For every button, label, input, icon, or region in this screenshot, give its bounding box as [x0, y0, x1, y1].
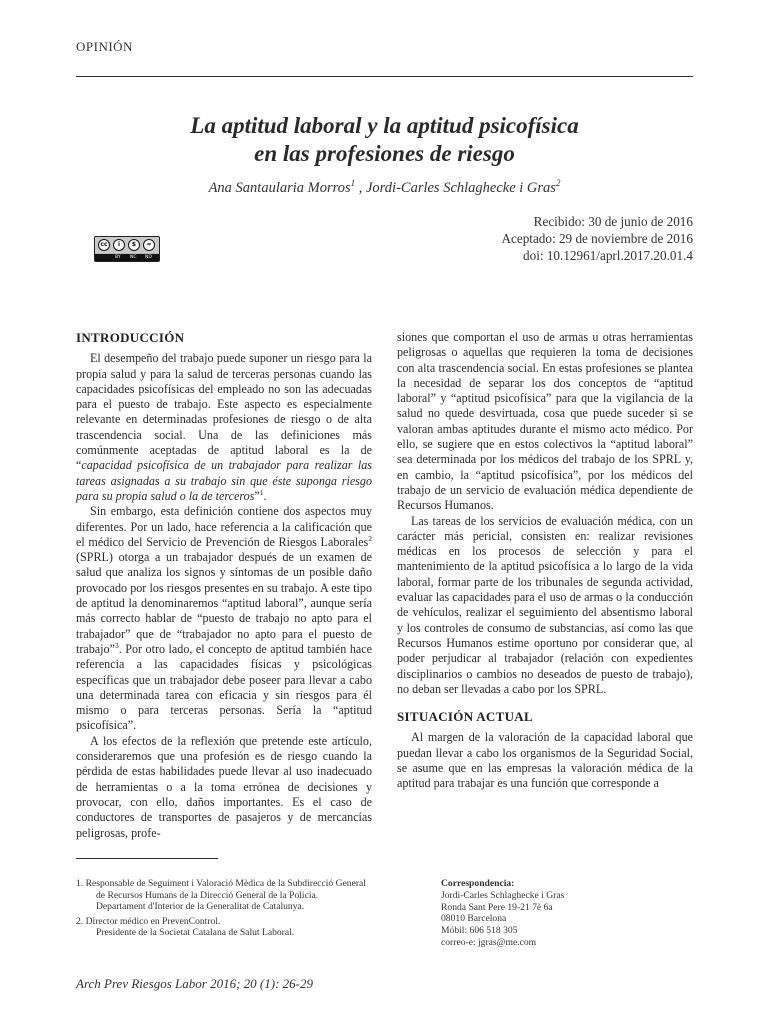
footnote-1-line-2: de Recursos Humans de la Direcció General de la Policia. — [96, 889, 319, 901]
correspondence-mobile: Móbil: 606 518 305 — [441, 925, 518, 937]
correspondence-city: 08010 Barcelona — [441, 913, 507, 925]
accepted-date: Aceptado: 29 de noviembre de 2016 — [501, 231, 693, 246]
license-label-strip — [95, 254, 159, 261]
reference-mark-1: 1 — [259, 487, 264, 497]
license-label-nd: ND — [145, 255, 152, 260]
footnote-1 — [76, 878, 406, 913]
quote-close: ” — [254, 488, 260, 503]
author-list — [76, 180, 693, 197]
noderivatives-icon: = — [143, 239, 155, 251]
author-1-affiliation-mark: 1 — [350, 178, 356, 189]
correspondence-name: Jordi-Carles Schlaghecke i Gras — [441, 889, 565, 901]
journal-citation: Arch Prev Riesgos Labor 2016; 20 (1): 26-29 — [76, 976, 313, 991]
intro-paragraph-3: A los efectos de la reflexión que pretende este artículo, consideraremos que una profesión es de riesgo cuando la pérdida de estas habilidades puede llevar al uso inadecuado de herramientas o a la toma errónea de decisiones y provocar, con ello, daños importantes. Es el caso de conductores de transportes de pasajeros y de mercancías peligrosas, profe- — [76, 733, 372, 840]
attribution-icon: i — [113, 239, 125, 251]
article-dates — [501, 213, 693, 264]
right-column — [397, 330, 693, 792]
creative-commons-license-badge[interactable] — [94, 236, 160, 262]
title-line-2: en las profesiones de riesgo — [254, 141, 515, 166]
left-column — [76, 330, 372, 841]
section-heading-current-situation: SITUACIÓN ACTUAL — [397, 709, 533, 725]
intro-paragraph-1-text: El desempeño del trabajo puede suponer un riesgo para la propia salud y para la salud de terceras personas cuando las capacidades psicofísicas del empleado no son las adecuadas para el puesto de trabajo. Este aspecto es especialmente relevante en determinadas profesiones de riesgo o de alta trascendencia social. Una de las definiciones más comúnmente aceptadas de aptitud laboral es la de “ — [76, 351, 372, 473]
license-label-nc: NC — [130, 255, 137, 260]
author-1: Ana Santaularia Morros — [208, 180, 351, 196]
continued-paragraph: siones que comportan el uso de armas u otras herramientas peligrosas o aquellas que requieren la toma de decisiones con alta trascendencia social. En estas profesiones se plantea la necesidad de separar los dos conceptos de “aptitud laboral” y “aptitud psicofísica” para que la vigilancia de la salud no quede desvirtuada, cosa que puede suceder si se valoran ambas aptitudes durante el mismo acto médico. Por ello, se sugiere que en estos colectivos la “aptitud laboral” sea determinada por los médicos del trabajo de los SPRL y, en cambio, la “aptitud psicofísica”, por los médicos del trabajo de un servicio de evaluación médica dependiente de Recursos Humanos. — [397, 330, 693, 513]
section-label: OPINIÓN — [76, 39, 133, 54]
correspondence-block — [441, 878, 701, 949]
intro-paragraph-2 — [76, 504, 372, 733]
article-title — [76, 112, 693, 168]
section-heading-introduction: INTRODUCCIÓN — [76, 330, 185, 345]
intro-paragraph-1 — [76, 351, 372, 504]
footnote-divider — [76, 858, 218, 859]
intro-paragraph-2-text-a: Sin embargo, esta definición contiene dos aspectos muy diferentes. Por un lado, hace referencia a la calificación que el médico del Servicio de Prevención de Riesgos Laborales — [76, 504, 372, 549]
correspondence-street: Ronda Sant Pere 19-21 7è 6a — [441, 901, 553, 913]
author-2: Jordi-Carles Schlaghecke i Gras — [366, 180, 556, 196]
affiliation-footnotes — [76, 878, 406, 942]
intro-paragraph-2-text-b: (SPRL) otorga a un trabajador después de un examen de salud que analiza los signos y síntomas de un posible daño provocado por los riesgos presentes en su trabajo. A este tipo de aptitud la denominaremos “aptitud laboral”, aunque sería más correcto hablar de “puesto de trabajo no apto para el trabajador” que de “trabajador no apto para el puesto de trabajo” — [76, 550, 372, 656]
definition-quote: capacidad psicofísica de un trabajador para realizar las tareas asignadas a su trabajo sin que éste suponga riesgo para su propia salud o la de terceros — [76, 458, 372, 503]
license-label-by: BY — [115, 255, 121, 260]
correspondence-email[interactable]: correo-e: jgras@me.com — [441, 936, 537, 948]
author-2-affiliation-mark: 2 — [555, 178, 561, 189]
intro-paragraph-2-text-c: . Por otro lado, el concepto de aptitud también hace referencia a las capacidades físicas y psicológicas específicas que un trabajador debe poseer para llevar a cabo una determinada tarea con eficacia y sin riesgos para él mismo o para terceras personas. Sería la “aptitud psicofísica”. — [76, 641, 372, 733]
reference-mark-3: 3 — [114, 640, 119, 650]
noncommercial-icon: $ — [128, 239, 140, 251]
author-separator: , — [355, 180, 366, 196]
cc-icon: cc — [98, 239, 110, 251]
title-line-1: La aptitud laboral y la aptitud psicofísica — [190, 113, 579, 138]
footnote-2-line-2: Presidente de la Societat Catalana de Salut Laboral. — [96, 927, 295, 938]
footnote-2 — [76, 916, 406, 939]
doi-link[interactable]: doi: 10.12961/aprl.2017.20.01.4 — [523, 248, 693, 263]
received-date: Recibido: 30 de junio de 2016 — [533, 214, 693, 229]
footnote-2-line-1: 2. Director médico en PrevenControl. — [76, 915, 221, 927]
reference-mark-2: 2 — [368, 533, 372, 543]
current-situation-paragraph: Al margen de la valoración de la capacidad laboral que puedan llevar a cabo los organismos de la Seguridad Social, se asume que en las empresas la valoración médica de la aptitud para trabajar es una función que corresponde a — [397, 730, 693, 791]
paragraph-end-period: . — [263, 488, 267, 503]
header-divider — [76, 76, 693, 77]
footnote-1-line-1: 1. Responsable de Seguiment i Valoració Mèdica de la Subdirecció General — [76, 878, 366, 889]
correspondence-heading: Correspondencia: — [441, 878, 515, 889]
evaluation-services-paragraph: Las tareas de los servicios de evaluación médica, con un carácter más pericial, consisten en: realizar revisiones médicas en los procesos de selección y para el mantenimiento de la aptitud psicofísica a lo largo de la vida laboral, formar parte de los tribunales de segunda actividad, evaluar las capacidades para el uso de armas o la conducción de vehículos, realizar el seguimiento del absentismo laboral y los controles de consumo de substancias, así como las que Recursos Humanos estime oportuno por considerar que, al poder perjudicar al trabajador (relación con expedientes disciplinarios o cambios no deseados de puesto de trabajo), no deban ser llevadas a cabo por los SPRL. — [397, 513, 693, 696]
footnote-1-line-3: Departament d'Interior de la Generalitat de Catalunya. — [96, 901, 305, 912]
